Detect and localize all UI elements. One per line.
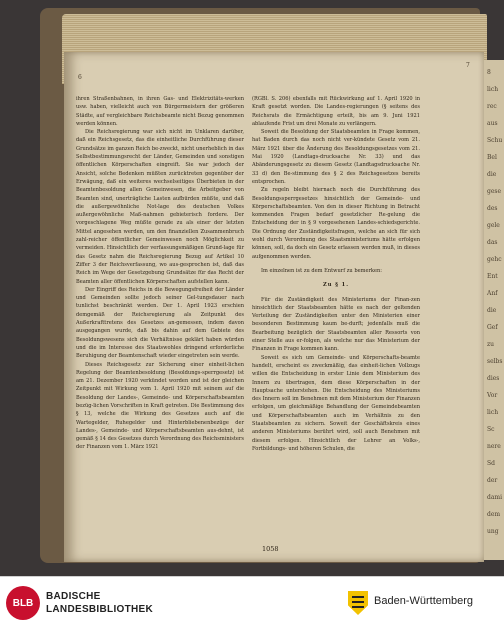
library-name[interactable] bbox=[46, 590, 153, 616]
right-paragraph: Soweit es sich um Gemeinde- und Körperschafts-beamte handelt, erscheint es zweckmäßig, das einheit-lichen Vollzugs willen die Entscheidung in erster Linie dem Ministerium des Innern zu übertragen, dem diese Körperschaften in der Hauptsache unterstehen. Die Entscheidung des Ministeriums des Innern soll im Benehmen mit dem Ministerium der Finanzen erfolgen, um gleichmäßige Behandlung der Gemeindebeamten und Körperschaftsbeamten auch im Verhältnis zu den Staatsbeamten zu sichern. Soweit der Geschäftskreis eines anderen Ministeriums berührt wird, soll auch Benehmen mit diesem erfolgen. Hinsichtlich der Lehrer an Volks-, Fortbildungs- und höheren Schulen, die bbox=[252, 354, 420, 452]
next-page-fragment: Vor bbox=[487, 392, 498, 399]
next-page-fragment: lich bbox=[487, 409, 499, 416]
right-paragraph: Im einzelnen ist zu dem Entwurf zu bemerken: bbox=[261, 267, 382, 274]
left-paragraph: ihren Straßenbahnen, in ihren Gas- und Elektrizitäts-werken usw. haben, vielleicht auch von Bürgermeistern der größeren Städte, auf vergleichbare Reichsbeamte nicht Bezug genommen werden können. bbox=[76, 96, 244, 127]
next-page-fragment: nere bbox=[487, 443, 501, 450]
library-name-line2: LANDESBIBLIOTHEK bbox=[46, 604, 154, 615]
page-marker-left: 6 bbox=[78, 74, 82, 81]
next-page-fragment: Sc bbox=[487, 426, 495, 433]
next-page-fragment: dies bbox=[487, 375, 500, 382]
next-page-fragment: Gef bbox=[487, 324, 498, 331]
right-paragraph: Zu regeln bleibt hiernach noch die Durchführung des Besoldungssperrgesetzes hinsichtlich der Gemeinde- und Körperschaftsbeamten. Von den in dieser Richtung in Betracht kommenden Fragen bedarf gesetzlicher Re-gelung die Entscheidung der in § 9 vorgesehenen Landes-schiedsgerichte. Die Ordnung der Zuständigkeitsfragen, welche an sich für sich wohl durch Verordnung des Staatsministeriums hätte erfolgen können, soll, da doch ein Gesetz erlassen werden muß, in dieses aufgenommen werden. bbox=[252, 187, 420, 260]
next-page-fragment: dami bbox=[487, 494, 503, 501]
next-page-fragment: die bbox=[487, 171, 497, 178]
next-page-fragment: rec bbox=[487, 103, 497, 110]
next-page-fragment: ung bbox=[487, 528, 499, 535]
page-number: 1058 bbox=[262, 545, 279, 553]
next-page-fragment: die bbox=[487, 307, 497, 314]
left-paragraph: Dieses Reichsgesetz zur Sicherung einer einheit-lichen Regelung der Beamtenbesoldung (Besoldungs-sperrgesetz) ist am 21. Dezember 1920 verkündet worden und ist der gleichen Zeitpunkt mit Wirkung vom 1. April 1920 mit seinem auf die Besoldung der Landes-, Gemeinde- und Körperschaftsbeamten bezüg-lichen Vorschriften in Kraft getreten. Die Bestimmung des § 13, welche die Wirkung des Gesetzes auch auf die Wartegelder, Ruhegelder und Hinterbliebenenbezüge der Landes-, Gemeinde- und Körperschaftsbeamten aus-dehnt, ist gemäß § 14 des Gesetzes durch Verordnung des Reichsministers der Finanzen vom 1. März 1921 bbox=[76, 361, 244, 451]
next-page-fragment: gele bbox=[487, 222, 500, 229]
blb-logo-icon[interactable]: BLB bbox=[6, 586, 40, 620]
next-page-fragment: Sd bbox=[487, 460, 495, 467]
left-text-column bbox=[76, 95, 244, 452]
next-page-fragment: gehc bbox=[487, 256, 502, 263]
next-page-fragment: das bbox=[487, 239, 498, 246]
state-name[interactable]: Baden-Württemberg bbox=[374, 595, 474, 607]
next-page-fragment: lich bbox=[487, 86, 499, 93]
next-page-fragment: 8 bbox=[487, 69, 491, 76]
next-page-fragment: selbs bbox=[487, 358, 503, 365]
next-page-fragment: Bel bbox=[487, 154, 497, 161]
next-page-fragment: Anf bbox=[487, 290, 498, 297]
next-page-fragment: des bbox=[487, 205, 498, 212]
library-name-line1: BADISCHE bbox=[46, 591, 101, 602]
left-paragraph: Die Reichsregierung war sich nicht im Unklaren darüber, daß ein Reichsgesetz, das die einheitliche Durchführung dieser Grundsätze im ganzen Reich be-zweckt, nicht unerheblich in das Selbstbestimmungsrecht der Länder, Gemeinden und sonstigen öffentlichen Körperschaften eingreift. Sie war jedoch der Ansicht, solche Bedenken müßten zurücktreten gegenüber der Erwägung, daß ein weiteres wechselseitiges Überbieten in der Beamtenbesoldung allen Gemeinwesen, die Arbeitgeber von Beamten sind, unerträgliche Lasten aufbürden müßte, und daß die außergewöhnliche Not-lage des deutschen Volkes außergewöhnliche Maß-nahmen gebieterisch fordere. Der vorgeschlagene Weg müßte gerade zu als einer der letzten Mittel angesehen werden, um den finanziellen Zusammenbruch zahl-reicher öffentlicher Gemeinwesen noch Möglichkeit zu vermeiden. Hinsichtlich der verfassungsmäßigen Grund-lage für das Gesetz nahm die Reichsregierung Bezug auf Artikel 10 Ziffer 3 der Reichsverfassung, wo aus-gesprochen ist, daß das Reich im Wege der Gesetzgebung Grundsätze für das Recht der Beamten aller öffentlichen Körperschaften aufstellen kann. bbox=[76, 129, 244, 285]
next-page-fragment: der bbox=[487, 477, 498, 484]
section-heading: Zu § 1. bbox=[323, 282, 349, 289]
next-page-edge bbox=[484, 60, 504, 560]
next-page-fragment: aus bbox=[487, 120, 498, 127]
right-paragraph: Soweit die Besoldung der Staatsbeamten in Frage kommen, hat Baden durch das noch nicht ver-kündete Gesetz vom 21. März 1921 über die Änderung des Besoldungsgesetzes vom 21. Mai 1920 (Landtags-drucksache Nr. 33) und das Abänderungsgesetz zu diesem Gesetz (Landtagsdrucksache Nr. 33 d) den Be-stimmung des § 2 des Reichsgesetzes bereits entsprochen. bbox=[252, 129, 420, 185]
left-paragraph: Der Eingriff des Reichs in die Bewegungsfreiheit der Länder und Gemeinden sollte jedoch seiner Gel-tungsdauer nach tunlichst beschränkt werden. Der 1. April 1923 erschien demgemäß der Reichsregierung als Zeitpunkt des Außerkrafttretens des Gesetzes an-gemessen, indem davon ausgegangen wurde, daß bis dahin auf dem Gebiete des Besoldungswesens sich die Verhältnisse geklärt haben würden und die im Interesse des Staatswohles dringend erforderliche Beruhigung der Beamtenschaft wieder eingetreten sein werde. bbox=[76, 286, 244, 360]
footer-bar bbox=[0, 576, 504, 631]
right-text-column bbox=[252, 95, 420, 453]
page-marker-right: 7 bbox=[466, 62, 470, 69]
next-page-fragment: Ent bbox=[487, 273, 498, 280]
next-page-fragment: gese bbox=[487, 188, 502, 195]
right-paragraph: (RGBl. S. 206) ebenfalls mit Rückwirkung auf 1. April 1920 in Kraft gesetzt worden. Die Landes-regierungen (§ seitens des Reichsrats die Ermächtigung erteilt, bis am 9. Juni 1921 ablaufende Frist um drei Monate zu verlängern. bbox=[252, 96, 420, 127]
baden-wuerttemberg-crest-icon[interactable] bbox=[348, 591, 368, 615]
next-page-fragment: Schu bbox=[487, 137, 503, 144]
next-page-fragment: dem bbox=[487, 511, 501, 518]
right-paragraph: Für die Zuständigkeit des Ministeriums der Finan-zen hinsichtlich der Staatsbeamten hätte es nach der geltenden Verteilung der Zuständigkeiten unter den Ministerien einer besonderen Bestimmung kaum be-durft; jedenfalls muß die Bearbeitung bezüglich der Staatsbeamten aller Ressorts von einer Stelle aus er-folgen, als welche nur das Ministerium der Finanzen in Frage kommen kann. bbox=[252, 296, 420, 353]
next-page-fragment: zu bbox=[487, 341, 495, 348]
